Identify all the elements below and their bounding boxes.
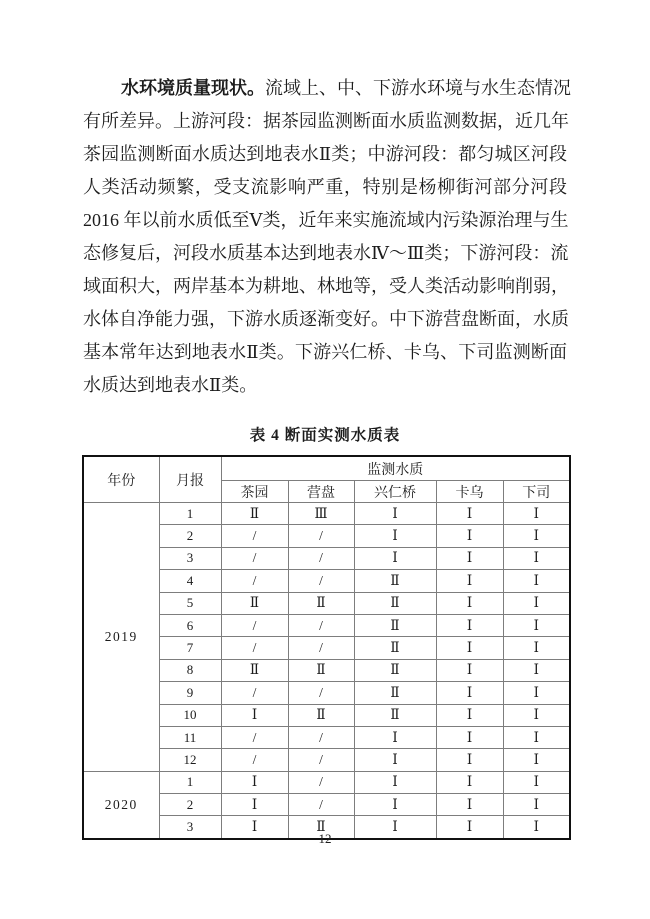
value-cell: /	[221, 570, 288, 592]
value-cell: Ⅰ	[436, 726, 503, 748]
year-cell: 2019	[83, 503, 159, 772]
value-cell: Ⅱ	[354, 592, 436, 614]
value-cell: /	[221, 726, 288, 748]
month-cell: 9	[159, 682, 221, 704]
value-cell: Ⅰ	[354, 547, 436, 569]
value-cell: Ⅰ	[221, 704, 288, 726]
col-header-year: 年份	[83, 456, 159, 503]
col-header-station-xiasi: 下司	[503, 481, 570, 503]
value-cell: Ⅰ	[354, 503, 436, 525]
value-cell: Ⅰ	[354, 749, 436, 771]
value-cell: Ⅰ	[436, 547, 503, 569]
month-cell: 5	[159, 592, 221, 614]
value-cell: Ⅰ	[436, 570, 503, 592]
paragraph-line: 水质达到地表水Ⅱ类。	[83, 375, 258, 395]
month-cell: 8	[159, 659, 221, 681]
table-body	[83, 503, 570, 839]
month-cell: 3	[159, 547, 221, 569]
value-cell: Ⅱ	[288, 659, 354, 681]
paragraph-line: 2016 年以前水质低至Ⅴ类，近年来实施流域内污染源治理与生	[83, 210, 569, 230]
water-quality-table	[82, 455, 571, 840]
month-cell: 4	[159, 570, 221, 592]
page-number: 12	[318, 831, 332, 846]
body-paragraph	[83, 72, 571, 402]
value-cell: /	[288, 637, 354, 659]
month-cell: 1	[159, 503, 221, 525]
paragraph-line: 水体自净能力强，下游水质逐渐变好。中下游营盘断面，水质	[83, 309, 569, 329]
value-cell: Ⅱ	[354, 682, 436, 704]
value-cell: Ⅰ	[436, 794, 503, 816]
value-cell: /	[221, 749, 288, 771]
value-cell: Ⅰ	[503, 794, 570, 816]
value-cell: Ⅰ	[436, 816, 503, 839]
value-cell: /	[288, 726, 354, 748]
table-header	[83, 456, 570, 503]
year-cell: 2020	[83, 771, 159, 839]
table-row	[83, 503, 570, 525]
value-cell: /	[221, 547, 288, 569]
value-cell: Ⅲ	[288, 503, 354, 525]
paragraph-line: 态修复后，河段水质基本达到地表水Ⅳ～Ⅲ类；下游河段：流	[83, 243, 569, 263]
paragraph-line: 有所差异。上游河段：据茶园监测断面水质监测数据，近几年	[83, 111, 569, 131]
value-cell: Ⅱ	[221, 503, 288, 525]
value-cell: Ⅰ	[503, 525, 570, 547]
value-cell: Ⅰ	[503, 682, 570, 704]
value-cell: /	[221, 637, 288, 659]
value-cell: Ⅱ	[221, 659, 288, 681]
table-caption: 表 4 断面实测水质表	[249, 427, 401, 444]
value-cell: Ⅰ	[436, 749, 503, 771]
value-cell: Ⅱ	[288, 704, 354, 726]
value-cell: Ⅰ	[503, 771, 570, 793]
paragraph-line: 茶园监测断面水质达到地表水Ⅱ类；中游河段：都匀城区河段	[83, 144, 567, 164]
value-cell: Ⅰ	[354, 771, 436, 793]
value-cell: /	[288, 682, 354, 704]
value-cell: Ⅰ	[503, 704, 570, 726]
paragraph-line: 基本常年达到地表水Ⅱ类。下游兴仁桥、卡乌、下司监测断面	[83, 342, 567, 362]
value-cell: Ⅰ	[436, 525, 503, 547]
col-header-station-kawu: 卡乌	[436, 481, 503, 503]
value-cell: /	[288, 771, 354, 793]
value-cell: Ⅰ	[503, 503, 570, 525]
month-cell: 12	[159, 749, 221, 771]
value-cell: Ⅰ	[436, 771, 503, 793]
value-cell: Ⅱ	[354, 570, 436, 592]
paragraph-lead-bold: 水环境质量现状。	[121, 78, 265, 98]
value-cell: Ⅰ	[436, 503, 503, 525]
value-cell: Ⅰ	[221, 771, 288, 793]
col-header-month: 月报	[159, 456, 221, 503]
value-cell: /	[288, 547, 354, 569]
value-cell: Ⅰ	[436, 704, 503, 726]
value-cell: Ⅰ	[503, 637, 570, 659]
value-cell: Ⅱ	[354, 659, 436, 681]
value-cell: Ⅰ	[503, 659, 570, 681]
value-cell: Ⅰ	[436, 682, 503, 704]
value-cell: Ⅱ	[288, 592, 354, 614]
col-header-station-yingpan: 营盘	[288, 481, 354, 503]
value-cell: Ⅰ	[436, 637, 503, 659]
value-cell: Ⅰ	[354, 794, 436, 816]
month-cell: 3	[159, 816, 221, 839]
value-cell: Ⅰ	[436, 614, 503, 636]
value-cell: /	[288, 614, 354, 636]
value-cell: Ⅱ	[288, 816, 354, 839]
value-cell: Ⅰ	[221, 794, 288, 816]
col-header-station-chayuan: 茶园	[221, 481, 288, 503]
month-cell: 1	[159, 771, 221, 793]
value-cell: Ⅰ	[436, 659, 503, 681]
month-cell: 6	[159, 614, 221, 636]
value-cell: /	[288, 525, 354, 547]
month-cell: 11	[159, 726, 221, 748]
paragraph-line: 域面积大，两岸基本为耕地、林地等，受人类活动影响削弱，	[83, 276, 569, 296]
value-cell: Ⅰ	[503, 547, 570, 569]
month-cell: 2	[159, 794, 221, 816]
value-cell: Ⅰ	[503, 570, 570, 592]
col-header-group: 监测水质	[221, 456, 570, 481]
value-cell: /	[288, 570, 354, 592]
value-cell: Ⅰ	[354, 726, 436, 748]
paragraph-line: 人类活动频繁，受支流影响严重，特别是杨柳街河部分河段	[83, 177, 567, 197]
value-cell: Ⅱ	[354, 614, 436, 636]
month-cell: 10	[159, 704, 221, 726]
value-cell: Ⅰ	[503, 816, 570, 839]
paragraph-line: 水环境质量现状。流域上、中、下游水环境与水生态情况	[121, 78, 571, 98]
value-cell: /	[221, 525, 288, 547]
value-cell: Ⅱ	[221, 592, 288, 614]
value-cell: Ⅱ	[354, 637, 436, 659]
value-cell: Ⅰ	[221, 816, 288, 839]
value-cell: Ⅰ	[436, 592, 503, 614]
month-cell: 7	[159, 637, 221, 659]
value-cell: Ⅰ	[503, 614, 570, 636]
col-header-station-xingrenqiao: 兴仁桥	[354, 481, 436, 503]
value-cell: Ⅰ	[354, 816, 436, 839]
month-cell: 2	[159, 525, 221, 547]
value-cell: Ⅰ	[503, 749, 570, 771]
value-cell: /	[288, 794, 354, 816]
value-cell: Ⅰ	[354, 525, 436, 547]
value-cell: /	[221, 682, 288, 704]
value-cell: Ⅰ	[503, 726, 570, 748]
value-cell: /	[221, 614, 288, 636]
table-row	[83, 771, 570, 793]
value-cell: /	[288, 749, 354, 771]
value-cell: Ⅰ	[503, 592, 570, 614]
value-cell: Ⅱ	[354, 704, 436, 726]
